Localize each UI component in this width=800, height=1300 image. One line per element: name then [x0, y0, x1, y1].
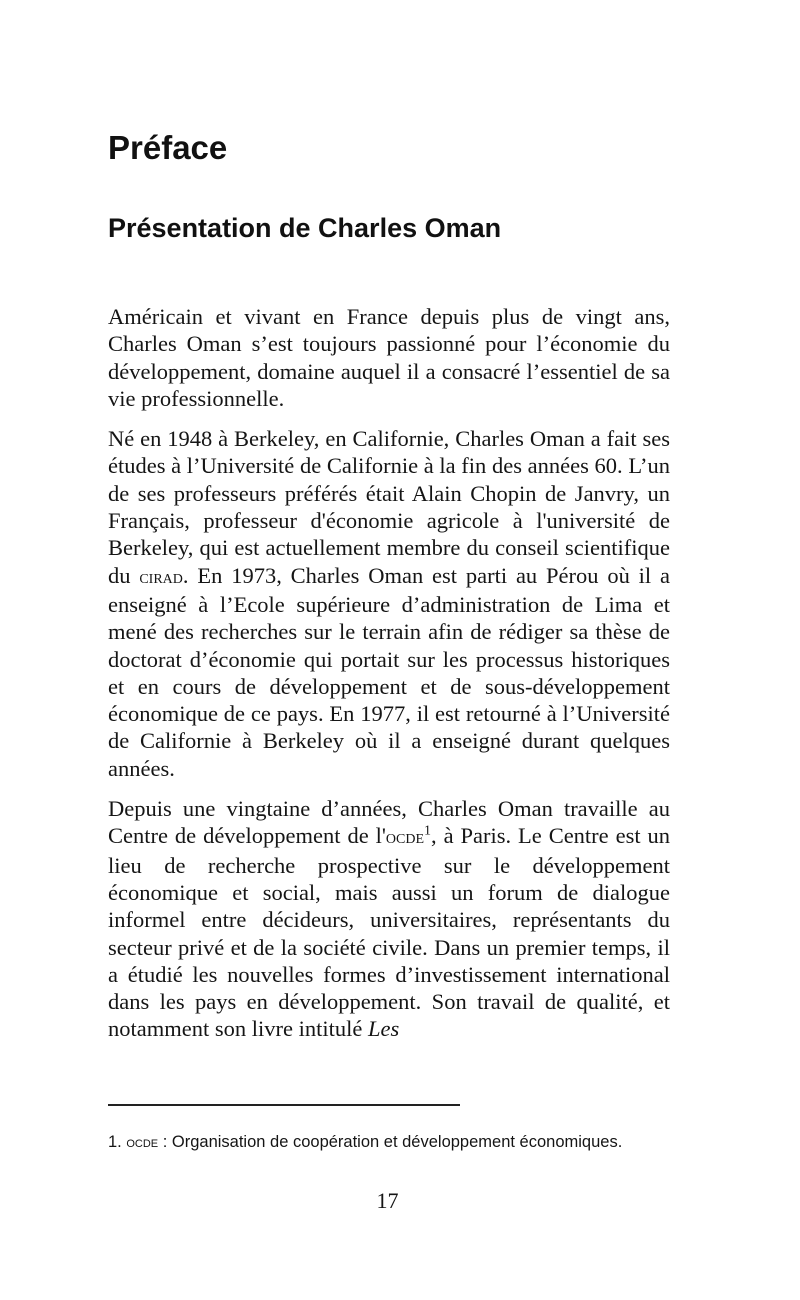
footnote	[108, 1132, 670, 1153]
paragraph-2-text-b: . En 1973, Charles Oman est parti au Pérou où il a enseigné à l’Ecole supérieure d’administration de Lima et mené des recherches sur le terrain afin de rédiger sa thèse de doctorat d’économie qui portait sur les processus historiques et en cours de développement et de sous-développement économique de ce pays. En 1977, il est retourné à l’Université de Californie à Berkeley où il a enseigné durant quelques années.	[108, 562, 671, 781]
chapter-title: Préface	[108, 129, 228, 166]
paragraph-1: Américain et vivant en France depuis plus de vingt ans, Charles Oman s’est toujours passionné pour l’économie du développement, domaine auquel il a consacré l’essentiel de sa vie professionnelle.	[108, 304, 670, 411]
paragraph-2	[108, 425, 670, 782]
footnote-number: 1.	[108, 1133, 122, 1151]
footnote-text: : Organisation de coopération et développement économiques.	[158, 1133, 623, 1151]
paragraph-3-text-a: Depuis une vingtaine d’années, Charles Oman travaille au Centre de développement de l'	[108, 796, 670, 849]
footnote-reference[interactable]: 1	[424, 823, 432, 839]
paragraph-3	[108, 795, 670, 1043]
ocde-abbreviation: ocde	[385, 826, 425, 849]
book-title-italic: Les	[367, 1016, 400, 1042]
footnote-separator	[108, 1104, 460, 1106]
section-title: Présentation de Charles Oman	[108, 213, 502, 243]
page-number: 17	[376, 1188, 399, 1213]
paragraph-2-text-a: Né en 1948 à Berkeley, en Californie, Charles Oman a fait ses études à l’Université de Californie à la fin des années 60. L’un de ses professeurs préférés était Alain Chopin de Janvry, un Français, professeur d'économie agricole à l'université de Berkeley, qui est actuellement membre du conseil scientifique du	[108, 426, 670, 588]
cirad-abbreviation: cirad	[139, 565, 183, 588]
paragraph-3-text-b: , à Paris. Le Centre est un lieu de recherche prospective sur le développement économique et social, mais aussi un forum de dialogue informel entre décideurs, universitaires, représentants du secteur privé et de la société civile. Dans un premier temps, il a étudié les nouvelles formes d’investissement international dans les pays en développement. Son travail de qualité, et notamment son livre intitulé	[108, 823, 671, 1042]
footnote-abbreviation: ocde	[126, 1134, 159, 1151]
body-text	[108, 303, 670, 1056]
